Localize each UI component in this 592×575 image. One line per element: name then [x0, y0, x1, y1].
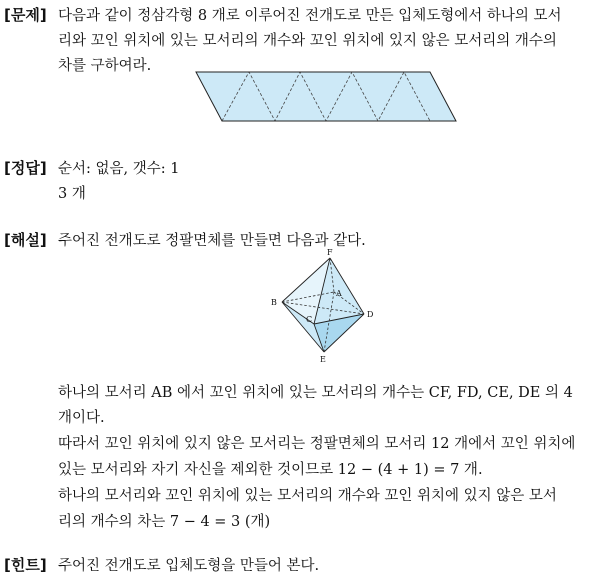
- vertex-label-b: B: [271, 298, 277, 307]
- hint-label: [힌트]: [4, 556, 47, 574]
- problem-line-1: 다음과 같이 정삼각형 8 개로 이루어진 전개도로 만든 입체도형에서 하나의 모서: [58, 8, 562, 24]
- vertex-label-c: C: [306, 315, 313, 324]
- explanation-line-2: 개이다.: [58, 410, 105, 426]
- vertex-label-f: F: [327, 248, 333, 257]
- explanation-label: [해설]: [4, 231, 47, 249]
- explanation-intro: 주어진 전개도로 정팔면체를 만들면 다음과 같다.: [58, 233, 366, 249]
- problem-line-3: 차를 구하여라.: [58, 58, 152, 74]
- answer-line-2: 3 개: [58, 186, 86, 202]
- answer-label: [정답]: [4, 159, 47, 177]
- problem-label: [문제]: [4, 6, 47, 24]
- explanation-line-5: 하나의 모서리와 꼬인 위치에 있는 모서리의 개수와 꼬인 위치에 있지 않은 모서: [58, 488, 557, 504]
- hint-text: 주어진 전개도로 입체도형을 만들어 본다.: [58, 558, 320, 574]
- explanation-line-6: 리의 개수의 차는 7 − 4 = 3 (개): [58, 514, 271, 530]
- problem-line-2: 리와 꼬인 위치에 있는 모서리의 개수와 꼬인 위치에 있지 않은 모서리의 개수의: [58, 33, 557, 49]
- octahedron-net-figure: [190, 68, 460, 126]
- explanation-line-1: 하나의 모서리 AB 에서 꼬인 위치에 있는 모서리의 개수는 CF, FD, CE, DE 의 4: [58, 385, 573, 401]
- explanation-line-4: 있는 모서리와 자기 자신을 제외한 것이므로 12 − (4 + 1) = 7 개.: [58, 462, 483, 478]
- vertex-label-d: D: [367, 310, 374, 319]
- vertex-label-a: A: [336, 289, 342, 298]
- answer-line-1: 순서: 없음, 갯수: 1: [58, 161, 180, 177]
- octahedron-figure: [268, 250, 383, 368]
- explanation-line-3: 따라서 꼬인 위치에 있지 않은 모서리는 정팔면체의 모서리 12 개에서 꼬인 위치에: [58, 436, 576, 452]
- vertex-label-e: E: [320, 355, 326, 364]
